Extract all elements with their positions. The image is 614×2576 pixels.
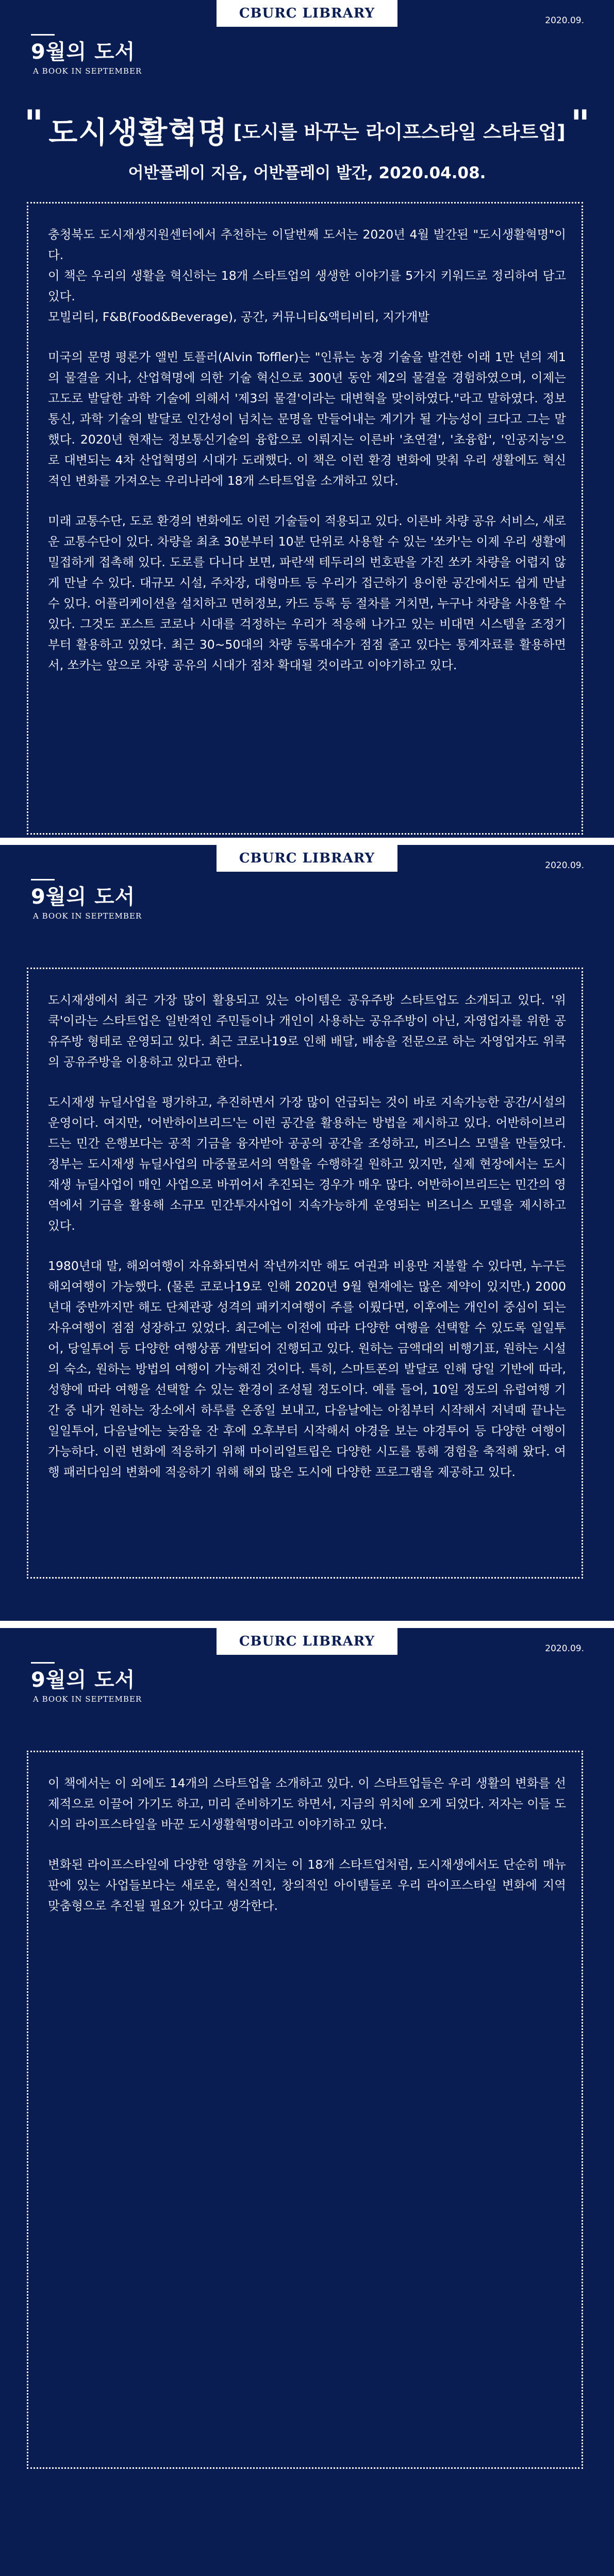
paragraph: 이 책에서는 이 외에도 14개의 스타트업을 소개하고 있다. 이 스타트업들은 우리 생활의 변화를 선제적으로 이끌어 가기도 하고, 미리 준비하기도 하면서, 지금의 위치에 오게 되었다. 저자는 이들 도시의 라이프스타일을 바꾼 도시생활혁명이라고 이야기하고 있다. (48, 1776, 566, 1832)
content-box (27, 202, 583, 835)
paragraph: 1980년대 말, 해외여행이 자유화되면서 작년까지만 해도 여권과 비용만 지불할 수 있다면, 누구든 해외여행이 가능했다. (물론 코로나19로 인해 2020년 9월 현재에는 많은 제약이 있지만.) 2000년대 중반까지만 해도 단체관광 성격의 패키지여행이 주를 이뤘다면, 이후에는 개인이 중심이 되는 자유여행이 점점 성장하고 있었다. 최근에는 이전에 따라 다양한 여행을 선택할 수 있도록 일일투어, 당일투어 등 다양한 여행상품 개발되어 진행되고 있다. 원하는 금액대의 비행기표, 원하는 시설의 숙소, 원하는 방법의 여행이 가능해진 것이다. 특히, 스마트폰의 발달로 인해 당일 기반에 따라, 성향에 따라 여행을 선택할 수 있는 환경이 조성될 정도이다. 예를 들어, 10일 정도의 유럽여행 기간 중 내가 원하는 장소에서 하루를 온종일 보내고, 다음날에는 아침부터 시작해서 저녁때 끝나는 일일투어, 다음날에는 늦잠을 잔 후에 오후부터 시작해서 야경을 보는 야경투어 등 다양한 여행이 가능하다. 이런 변화에 적응하기 위해 마이리얼트립은 다양한 시도를 통해 경험을 축적해 왔다. 여행 패러다임의 변화에 적응하기 위해 해외 많은 도시에 다양한 프로그램을 제공하고 있다. (48, 1259, 566, 1479)
monthly-subtitle: A BOOK IN SEPTEMBER (33, 66, 142, 76)
book-title: 도시생활혁명 (48, 115, 228, 150)
issue-date: 2020.09. (545, 860, 584, 871)
monthly-title: 9월의 도서 (31, 885, 136, 909)
monthly-header (31, 1662, 142, 1704)
content-box (27, 1751, 583, 2469)
header-rule (31, 1662, 55, 1664)
paragraph: 도시재생 뉴딜사업을 평가하고, 추진하면서 가장 많이 언급되는 것이 바로 지속가능한 공간/시설의 운영이다. 여지만, '어반하이브리드'는 이런 공간을 활용하는 방법을 제시하고 있다. 어반하이브리드는 민간 은행보다는 공적 기금을 융자받아 공공의 공간을 조성하고, 비즈니스 모델을 만들었다. 정부는 도시재생 뉴딜사업의 마중물로서의 역할을 수행하길 원하고 있지만, 실제 현장에서는 도시재생 뉴딜사업이 매인 사업으로 바뀌어서 추진되는 경우가 매우 많다. 어반하이브리드는 민간의 영역에서 기금을 활용해 소규모 민간투자사업이 지속가능하게 운영되는 비즈니스 모델을 제시하고 있다. (48, 1095, 566, 1233)
page-divider (0, 1621, 614, 1628)
book-meta: 어반플레이 지음, 어반플레이 발간, 2020.04.08. (128, 164, 486, 182)
paragraph: 미국의 문명 평론가 앨빈 토플러(Alvin Toffler)는 "인류는 농경 기술을 발견한 이래 1만 년의 제1의 물결을 지나, 산업혁명에 의한 기술 혁신으로 300년 동안 제2의 물결을 경험하였으며, 이제는 고도로 발달한 과학 기술에 의해서 '제3의 물결'이라는 대변혁을 맞이하였다."라고 말하였다. 정보통신, 과학 기술의 발달로 인간성이 넘치는 문명을 만들어내는 계기가 될 가능성이 크다고 그는 말했다. 2020년 현재는 정보통신기술의 융합으로 이뤄지는 이른바 '초연결', '초융합', '인공지능'으로 대변되는 4차 산업혁명의 시대가 도래했다. 이 책은 이런 환경 변화에 맞춰 우리 생활에도 혁신적인 변화를 가져오는 우리나라에 18개 스타트업을 소개하고 있다. (48, 350, 566, 488)
monthly-title: 9월의 도서 (31, 1668, 136, 1692)
open-quote: " (24, 101, 44, 145)
issue-date: 2020.09. (545, 1643, 584, 1654)
newsletter-page-2 (0, 845, 614, 1628)
newsletter-page-3 (0, 1628, 614, 2576)
monthly-subtitle: A BOOK IN SEPTEMBER (33, 1694, 142, 1704)
content-box (27, 968, 583, 1579)
book-title-block (0, 101, 614, 151)
page-divider (0, 838, 614, 845)
library-banner: CBURC LIBRARY (217, 845, 397, 872)
paragraph: 충청북도 도시재생지원센터에서 추천하는 이달번째 도서는 2020년 4월 발간된 "도시생활혁명"이다. 이 책은 우리의 생활을 혁신하는 18개 스타트업의 생생한 이야기를 5가지 키워드로 정리하여 담고 있다. 모빌리티, F&B(Food&Beverage), 공간, 커뮤니티&액티비티, 지가개발 (48, 227, 566, 324)
monthly-header (31, 879, 142, 921)
newsletter-page-1 (0, 0, 614, 845)
header-rule (31, 879, 55, 880)
monthly-subtitle: A BOOK IN SEPTEMBER (33, 911, 142, 921)
monthly-header (31, 34, 142, 76)
library-banner: CBURC LIBRARY (217, 1628, 397, 1655)
close-quote: " (570, 101, 590, 145)
issue-date: 2020.09. (545, 15, 584, 26)
monthly-title: 9월의 도서 (31, 40, 136, 64)
paragraph: 미래 교통수단, 도로 환경의 변화에도 이런 기술들이 적용되고 있다. 이른바 차량 공유 서비스, 새로운 교통수단이 있다. 차량을 최초 30분부터 10분 단위로 사용할 수 있는 '쏘카'는 이제 우리 생활에 밀접하게 접촉해 있다. 도로를 다니다 보면, 파란색 테두리의 번호판을 가진 쏘카 차량을 어렵지 않게 만날 수 있다. 대규모 시설, 주차장, 대형마트 등 우리가 접근하기 용이한 공간에서도 쉽게 만날 수 있다. 어플리케이션을 설치하고 면허정보, 카드 등록 등 절차를 거치면, 누구나 차량을 사용할 수 있다. 그것도 포스트 코로나 시대를 걱정하는 우리가 적응해 나가고 있는 비대면 시스템을 조정기부터 활용하고 있었다. 최근 30~50대의 차량 등록대수가 점점 줄고 있다는 통계자료를 활용하면서, 쏘카는 앞으로 차량 공유의 시대가 점차 확대될 것이라고 이야기하고 있다. (48, 514, 566, 672)
paragraph: 변화된 라이프스타일에 다양한 영향을 끼치는 이 18개 스타트업처럼, 도시재생에서도 단순히 매뉴판에 있는 사업들보다는 새로운, 혁신적인, 창의적인 아이템들로 우리 라이프스타일 변화에 지역 맞춤형으로 추진될 필요가 있다고 생각한다. (48, 1857, 566, 1913)
header-rule (31, 34, 55, 36)
library-banner: CBURC LIBRARY (217, 0, 397, 27)
paragraph: 도시재생에서 최근 가장 많이 활용되고 있는 아이템은 공유주방 스타트업도 소개되고 있다. '위쿡'이라는 스타트업은 일반적인 주민들이나 개인이 사용하는 공유주방이 아닌, 자영업자를 위한 공유주방 형태로 운영되고 있다. 최근 코로나19로 인해 배달, 배송을 전문으로 하는 자영업자도 위쿡의 공유주방을 이용하고 있다고 한다. (48, 993, 566, 1069)
book-subtitle: [도시를 바꾸는 라이프스타일 스타트업] (233, 121, 566, 143)
